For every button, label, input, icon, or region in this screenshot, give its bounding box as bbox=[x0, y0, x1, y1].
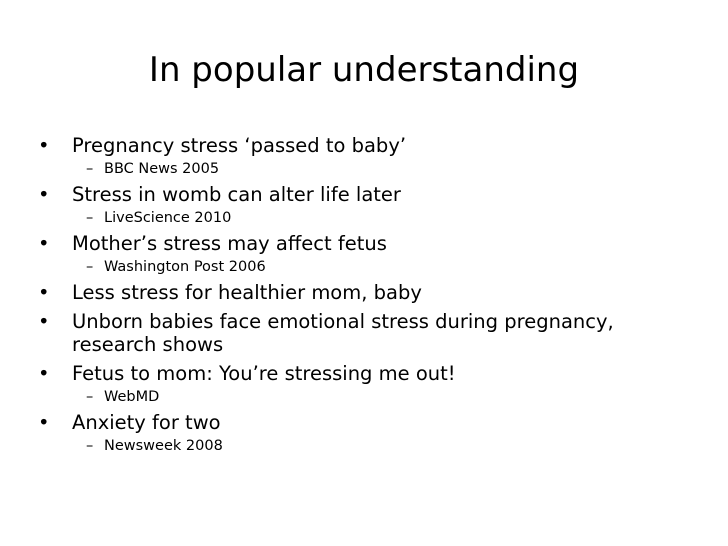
source-text: BBC News 2005 bbox=[104, 161, 220, 177]
bullet-text: Fetus to mom: You’re stressing me out! bbox=[72, 362, 456, 385]
source-text: LiveScience 2010 bbox=[104, 210, 232, 226]
bullet-item bbox=[34, 362, 704, 385]
bullet-item bbox=[34, 411, 704, 434]
slide-title: In popular understanding bbox=[148, 50, 580, 90]
sub-bullet-dash-icon: – bbox=[86, 438, 94, 454]
sub-bullet-dash-icon: – bbox=[86, 210, 94, 226]
bullet-dot-icon: • bbox=[38, 411, 50, 434]
bullet-item bbox=[34, 183, 704, 206]
bullet-text: Less stress for healthier mom, baby bbox=[72, 281, 422, 304]
bullet-dot-icon: • bbox=[38, 232, 50, 255]
sub-bullet-item bbox=[34, 257, 704, 277]
bullet-item bbox=[34, 281, 704, 304]
bullet-text: Unborn babies face emotional stress during pregnancy, research shows bbox=[72, 310, 614, 356]
source-text: Newsweek 2008 bbox=[104, 438, 223, 454]
bullet-text: Pregnancy stress ‘passed to baby’ bbox=[72, 134, 407, 157]
bullet-item bbox=[34, 232, 704, 255]
source-text: WebMD bbox=[104, 389, 160, 405]
sub-bullet-item bbox=[34, 436, 704, 456]
bullet-dot-icon: • bbox=[38, 310, 50, 333]
bullet-text: Mother’s stress may affect fetus bbox=[72, 232, 387, 255]
bullet-dot-icon: • bbox=[38, 134, 50, 157]
sub-bullet-dash-icon: – bbox=[86, 161, 94, 177]
bullet-item bbox=[34, 134, 704, 157]
bullet-item bbox=[34, 310, 704, 356]
bullet-dot-icon: • bbox=[38, 183, 50, 206]
bullet-dot-icon: • bbox=[38, 362, 50, 385]
sub-bullet-dash-icon: – bbox=[86, 389, 94, 405]
bullet-text: Anxiety for two bbox=[72, 411, 221, 434]
sub-bullet-item bbox=[34, 159, 704, 179]
source-text: Washington Post 2006 bbox=[104, 259, 266, 275]
bullet-text: Stress in womb can alter life later bbox=[72, 183, 401, 206]
bullet-list bbox=[34, 134, 704, 460]
sub-bullet-item bbox=[34, 387, 704, 407]
sub-bullet-dash-icon: – bbox=[86, 259, 94, 275]
bullet-dot-icon: • bbox=[38, 281, 50, 304]
sub-bullet-item bbox=[34, 208, 704, 228]
